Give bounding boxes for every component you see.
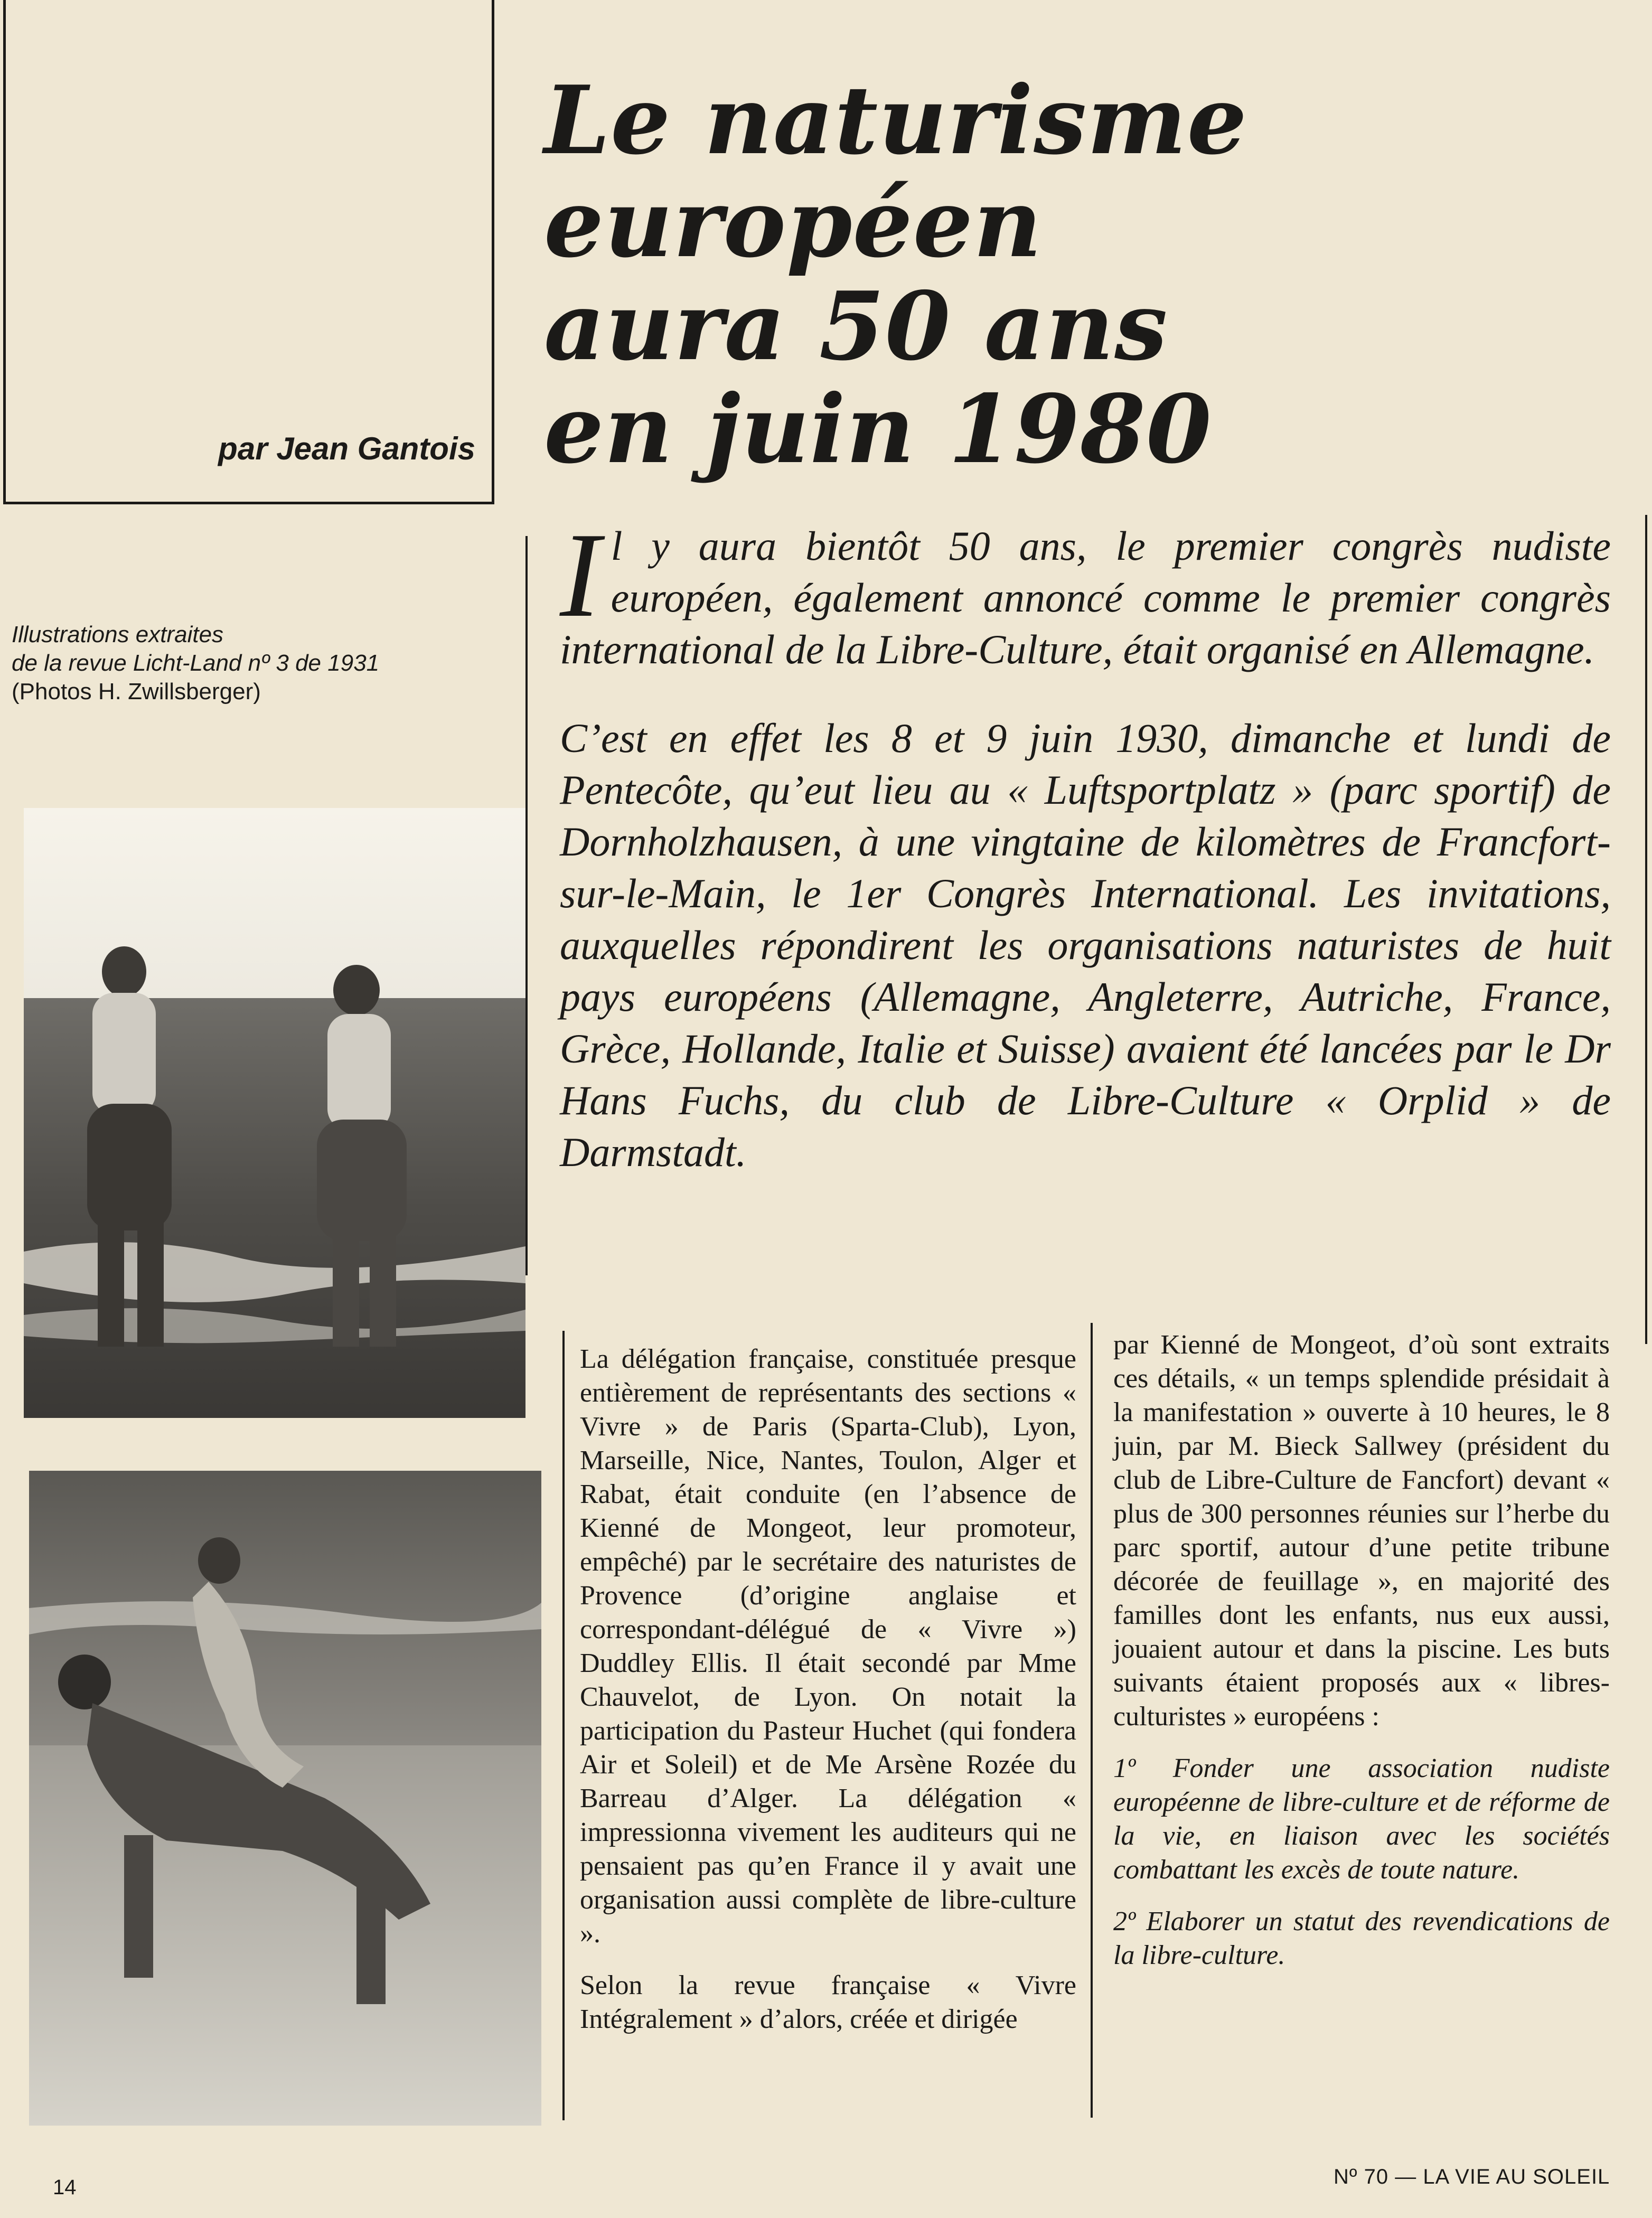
page-number: 14 [53,2176,77,2199]
intro-paragraph-2: C’est en effet les 8 et 9 juin 1930, dimanche et lundi de Pentecôte, qu’eut lieu au « Luftsportplatz » (parc sportif) de Dornholzhausen, à une vingtaine de kilomètres de Francfort-sur-le-Main, le 1er Congrès International. Les invitations, auxquelles répondirent les organisations naturistes de huit pays européens (Allemagne, Angleterre, Autriche, France, Grèce, Hollande, Italie et Suisse) avaient été lancées par le Dr Hans Fuchs, du club de Libre-Culture « Orplid » de Darmstadt. [560,715,1611,1175]
caption-line-2: de la revue Licht-Land nº 3 de 1931 [12,650,380,676]
caption-line-1: Illustrations extraites [12,622,224,647]
headline-line-4: en juin 1980 [544,374,1212,484]
photo-sea-couples [24,808,525,1418]
column-2-goal-1: 1º Fonder une association nudiste européenne de libre-culture et de réforme de la vie, en liaison avec les sociétés combattant les excès de toute nature. [1113,1753,1610,1885]
photo-caption [12,621,519,706]
intro-rule [525,536,528,1275]
right-rule [1645,515,1647,1344]
body-column-1 [580,1342,1076,2036]
intro-paragraph-1 [560,507,1611,675]
column-1-paragraph-2: Selon la revue française « Vivre Intégralement » d’alors, créée et dirigée [580,1970,1076,2034]
column-1-paragraph-1: La délégation française, constituée presque entièrement de représentants des sections « Vivre » de Paris (Sparta-Club), Lyon, Marseille, Nice, Nantes, Toulon, Alger et Rabat, était conduite (en l’absence de Kienné de Mongeot, leur promoteur, empêché) par le secrétaire des naturistes de Provence (d’origine anglaise et correspondant-délégué de « Vivre ») Duddley Ellis. Il était secondé par Mme Chauvelot, de Lyon. On notait la participation du Pasteur Huchet (qui fondera Air et Soleil) et de Me Arsène Rozée du Barreau d’Alger. La délégation « impressionna vivement les auditeurs qui ne pensaient pas qu’en France il y avait une organisation aussi complète de libre-culture ». [580,1344,1076,1949]
intro-paragraph-1-text: l y aura bientôt 50 ans, le premier congrès nudiste européen, également annoncé comme le premier congrès international de la Libre-Culture, était organisé en Allemagne. [560,523,1611,672]
headline-line-3: aura 50 ans [544,271,1168,381]
caption-line-3: (Photos H. Zwillsberger) [12,679,261,704]
column-2-paragraph-1: par Kienné de Mongeot, d’où sont extraits ces détails, « un temps splendide présidait à la manifestation » ouverte à 10 heures, le 8 juin, par M. Bieck Sallwey (président du club de Libre-Culture de Fancfort) devant « plus de 300 personnes réunies sur l’herbe du parc sportif, autour d’une petite tribune décorée de feuillage », en majorité des familles dont les enfants, nus eux aussi, jouaient autour et dans la piscine. Les buts suivants étaient proposés aux « libres-culturistes » européens : [1113,1330,1610,1732]
body-column-2 [1113,1328,1610,1972]
photo-beach-game [29,1471,541,2126]
byline: par Jean Gantois [218,431,475,466]
footer-issue: Nº 70 — LA VIE AU SOLEIL [1334,2165,1610,2188]
column-rule-left [562,1331,565,2120]
column-2-goal-2: 2º Elaborer un statut des revendications de la libre-culture. [1113,1906,1610,1970]
byline-box [3,0,494,504]
headline-line-1: Le naturisme [544,65,1247,175]
drop-cap: I [560,507,600,642]
intro-text [560,507,1611,1178]
headline [544,65,1627,484]
headline-line-2: européen [544,168,1043,278]
column-rule-middle [1091,1323,1093,2118]
